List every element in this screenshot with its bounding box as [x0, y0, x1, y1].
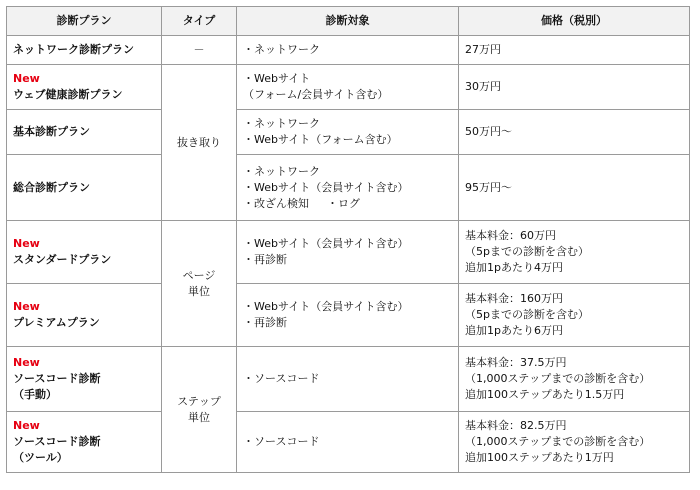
- price-text: 50万円～: [465, 125, 512, 138]
- plan-name: 基本診断プラン: [13, 125, 90, 138]
- price-cell: [459, 36, 690, 65]
- plan-name-sub: （ツール）: [13, 451, 68, 464]
- target-item: ・Webサイト（会員サイト含む）: [243, 180, 409, 194]
- table-row: [7, 110, 690, 155]
- price-text: 基本料金：37.5万円: [465, 356, 567, 369]
- target-cell: [237, 110, 459, 155]
- plan-cell: [7, 284, 162, 347]
- table-row: [7, 155, 690, 221]
- price-text: 追加100ステップあたり1万円: [465, 451, 614, 464]
- table-row: [7, 221, 690, 284]
- price-cell: [459, 110, 690, 155]
- table-row: [7, 347, 690, 412]
- header-price: 価格（税別）: [459, 7, 690, 36]
- price-cell: [459, 412, 690, 473]
- price-text: （5pまでの診断を含む）: [465, 245, 589, 258]
- target-item: ・改ざん検知: [243, 196, 309, 210]
- target-item-group: [243, 196, 458, 212]
- target-item: ・Webサイト（会員サイト含む）: [243, 300, 409, 313]
- price-text: 95万円～: [465, 180, 512, 194]
- plan-name: プレミアムプラン: [13, 316, 100, 329]
- plan-cell: [7, 110, 162, 155]
- plan-cell: [7, 412, 162, 473]
- pricing-table: [6, 6, 690, 473]
- price-cell: [459, 284, 690, 347]
- target-item: ・ソースコード: [243, 435, 320, 448]
- plan-name: ウェブ健康診断プラン: [13, 88, 123, 101]
- plan-name: ソースコード診断: [13, 372, 101, 385]
- target-item: （フォーム/会員サイト含む）: [243, 88, 389, 101]
- target-item: ・ソースコード: [243, 372, 320, 385]
- target-cell: [237, 347, 459, 412]
- target-cell: [237, 221, 459, 284]
- price-cell: [459, 221, 690, 284]
- target-item: ・ネットワーク: [243, 164, 320, 178]
- plan-cell: [7, 36, 162, 65]
- price-text: 追加1pあたり6万円: [465, 324, 563, 337]
- type-cell: 抜き取り: [162, 65, 237, 221]
- header-plan: 診断プラン: [7, 7, 162, 36]
- price-cell: [459, 65, 690, 110]
- table-row: [7, 65, 690, 110]
- type-text: ステップ: [177, 394, 221, 408]
- price-text: 基本料金：60万円: [465, 229, 556, 242]
- target-item: ・ネットワーク: [243, 117, 320, 130]
- new-badge: New: [13, 419, 40, 432]
- new-badge: New: [13, 356, 40, 369]
- type-cell: [162, 221, 237, 347]
- new-badge: New: [13, 72, 40, 85]
- type-text: ページ: [182, 268, 216, 282]
- plan-name: ソースコード診断: [13, 435, 101, 448]
- plan-cell: [7, 347, 162, 412]
- table-row: [7, 36, 690, 65]
- new-badge: New: [13, 300, 40, 313]
- plan-name: ネットワーク診断プラン: [13, 43, 134, 56]
- price-cell: [459, 347, 690, 412]
- target-item: ・再診断: [243, 253, 287, 266]
- price-cell: [459, 155, 690, 221]
- type-cell: －: [162, 36, 237, 65]
- target-item: ・Webサイト（会員サイト含む）: [243, 237, 409, 250]
- plan-cell: [7, 65, 162, 110]
- price-text: 追加100ステップあたり1.5万円: [465, 388, 625, 401]
- target-cell: [237, 36, 459, 65]
- target-item: ・Webサイト（フォーム含む）: [243, 133, 398, 146]
- price-text: （1,000ステップまでの診断を含む）: [465, 372, 651, 385]
- price-text: 27万円: [465, 43, 501, 56]
- header-type: タイプ: [162, 7, 237, 36]
- type-text: 単位: [188, 284, 210, 298]
- plan-cell: [7, 221, 162, 284]
- price-text: （5pまでの診断を含む）: [465, 308, 589, 321]
- target-cell: [237, 65, 459, 110]
- table-row: [7, 284, 690, 347]
- header-row: [7, 7, 690, 36]
- plan-name: 総合診断プラン: [13, 180, 90, 194]
- table-row: [7, 412, 690, 473]
- new-badge: New: [13, 237, 40, 250]
- target-cell: [237, 412, 459, 473]
- plan-cell: [7, 155, 162, 221]
- plan-name-sub: （手動）: [13, 388, 57, 401]
- price-text: 基本料金：82.5万円: [465, 419, 567, 432]
- price-text: 追加1pあたり4万円: [465, 261, 563, 274]
- plan-name: スタンダードプラン: [13, 253, 112, 266]
- target-item: ・ネットワーク: [243, 43, 320, 56]
- target-item: ・Webサイト: [243, 72, 311, 85]
- price-text: 基本料金：160万円: [465, 292, 563, 305]
- target-item: ・再診断: [243, 316, 287, 329]
- price-text: 30万円: [465, 80, 501, 93]
- type-text: 単位: [188, 410, 210, 424]
- target-cell: [237, 284, 459, 347]
- type-cell: [162, 347, 237, 473]
- target-item: ・ログ: [327, 196, 360, 210]
- target-cell: [237, 155, 459, 221]
- header-target: 診断対象: [237, 7, 459, 36]
- price-text: （1,000ステップまでの診断を含む）: [465, 435, 651, 448]
